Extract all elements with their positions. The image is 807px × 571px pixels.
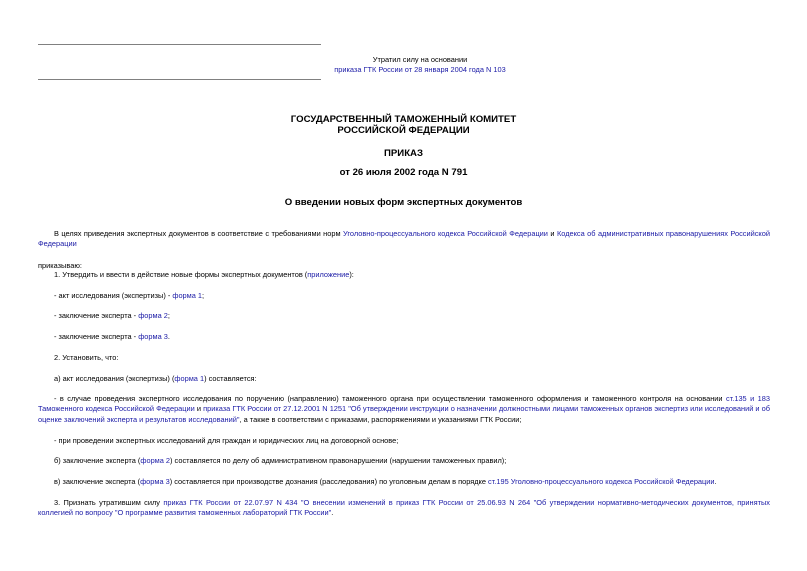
item-2c bbox=[38, 477, 770, 487]
form-item-end: . bbox=[167, 332, 170, 341]
doc-date: от 26 июля 2002 года N 791 bbox=[339, 167, 468, 178]
org-title-2: РОССИЙСКОЙ ФЕДЕРАЦИИ bbox=[337, 125, 470, 136]
form-item-2 bbox=[38, 311, 770, 321]
order-434-link[interactable]: приказ ГТК России от 22.07.97 N 434 "О внесении изменений в приказ ГТК России от 25.06.93 N 264 "Об утверждении нормативно-методических документов, принятых коллегией по вопросу "О программе развития таможенных лабораторий ГТК России" bbox=[38, 498, 770, 518]
header-note bbox=[300, 55, 540, 75]
case-1-and: и bbox=[194, 404, 204, 414]
form-3-link[interactable]: форма 3 bbox=[140, 477, 170, 486]
item-2c-text: в) заключение эксперта ( bbox=[54, 477, 141, 486]
header-note-text: Утратил силу на основании bbox=[372, 55, 468, 64]
koap-link[interactable]: Кодекса об административных правонарушениях Российской Федерации bbox=[38, 229, 770, 249]
item-3-text: 3. Признать утратившим силу bbox=[54, 498, 164, 507]
item-1 bbox=[38, 270, 770, 280]
preamble bbox=[38, 229, 770, 250]
form-item-text: - заключение эксперта - bbox=[54, 311, 139, 320]
top-rule bbox=[38, 44, 321, 45]
item-2a-case-2: - при проведении экспертных исследований для граждан и юридических лиц на договорной основе; bbox=[54, 436, 399, 445]
bottom-rule bbox=[38, 79, 321, 80]
case-1-text: - в случае проведения экспертного исследования по поручению (направлению) таможенного органа при осуществлении таможенного оформления и таможенного контроля на основании bbox=[54, 394, 727, 403]
form-item-end: ; bbox=[202, 291, 205, 300]
form-1-link[interactable]: форма 1 bbox=[172, 291, 203, 300]
order-1251-link[interactable]: приказа ГТК России от 27.12.2001 N 1251 "Об утверждении инструкции о назначении должностными лицами таможенных органов экспертиз или исследований и об оценке заключений эксперта и результатов исследований" bbox=[38, 404, 770, 424]
form-3-link[interactable]: форма 3 bbox=[138, 332, 168, 341]
item-2b bbox=[38, 456, 770, 466]
item-3 bbox=[38, 498, 770, 519]
item-2a-case-1 bbox=[38, 394, 770, 425]
item-1-text: 1. Утвердить и ввести в действие новые формы экспертных документов ( bbox=[54, 270, 308, 279]
item-2c-end: . bbox=[714, 477, 717, 486]
tk-articles-link[interactable]: ст.135 и 183 Таможенного кодекса Российской Федерации bbox=[38, 394, 771, 414]
item-2b-end: ) составляется по делу об административном правонарушении (нарушении таможенных правил); bbox=[170, 456, 507, 465]
form-item-1 bbox=[38, 291, 770, 301]
org-title-1: ГОСУДАРСТВЕННЫЙ ТАМОЖЕННЫЙ КОМИТЕТ bbox=[290, 114, 517, 125]
form-1-link[interactable]: форма 1 bbox=[174, 374, 205, 383]
item-2a-end: ) составляется: bbox=[204, 374, 257, 383]
item-2: 2. Установить, что: bbox=[54, 353, 119, 362]
preamble-and: и bbox=[547, 229, 557, 238]
appendix-link[interactable]: приложение bbox=[307, 270, 350, 279]
item-2a bbox=[38, 374, 770, 384]
form-item-text: - акт исследования (экспертизы) - bbox=[54, 291, 173, 300]
item-2c-mid: ) составляется при производстве дознания (расследования) по уголовным делам в порядке bbox=[169, 477, 489, 486]
order-word: приказываю: bbox=[38, 261, 82, 270]
form-item-3 bbox=[38, 332, 770, 342]
doc-type: ПРИКАЗ bbox=[384, 148, 423, 159]
upk-195-link[interactable]: ст.195 Уголовно-процессуального кодекса Российской Федерации bbox=[488, 477, 715, 486]
item-2a-text: а) акт исследования (экспертизы) ( bbox=[54, 374, 175, 383]
form-item-end: ; bbox=[167, 311, 170, 320]
form-item-text: - заключение эксперта - bbox=[54, 332, 139, 341]
case-1-end: , а также в соответствии с приказами, распоряжениями и указаниями ГТК России; bbox=[239, 414, 522, 424]
form-2-link[interactable]: форма 2 bbox=[140, 456, 171, 465]
item-2b-text: б) заключение эксперта ( bbox=[54, 456, 141, 465]
doc-subject: О введении новых форм экспертных документов bbox=[284, 197, 523, 208]
header-note-link[interactable]: приказа ГТК России от 28 января 2004 года N 103 bbox=[334, 65, 506, 74]
upk-link[interactable]: Уголовно-процессуального кодекса Российской Федерации bbox=[342, 229, 548, 238]
preamble-text: В целях приведения экспертных документов в соответствие с требованиями норм bbox=[54, 229, 343, 238]
item-1-end: ): bbox=[349, 270, 354, 279]
form-2-link[interactable]: форма 2 bbox=[138, 311, 168, 320]
item-3-end: . bbox=[331, 508, 334, 518]
